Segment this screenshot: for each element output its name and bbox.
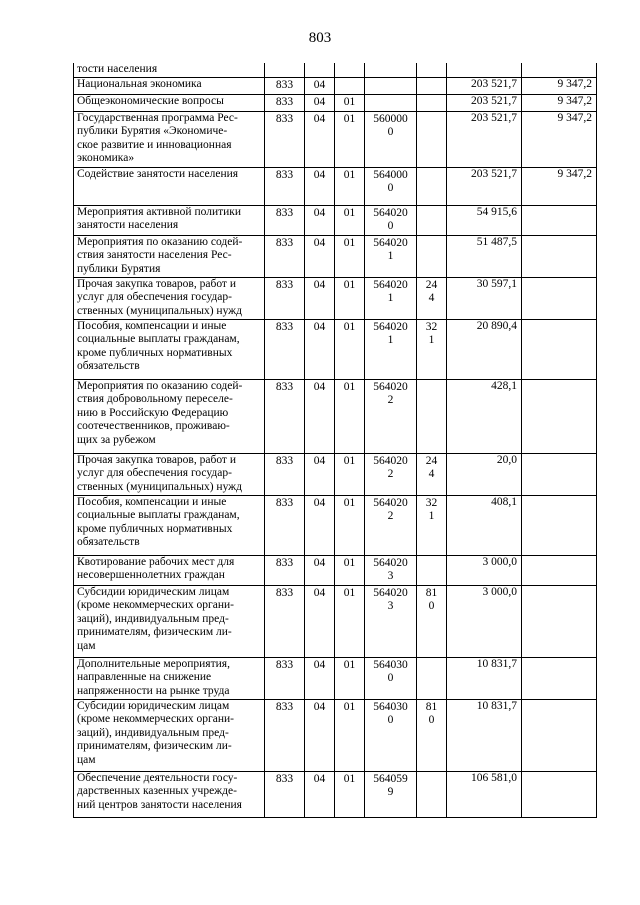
row-section-code: 04 <box>305 111 335 167</box>
table-row <box>74 277 597 319</box>
row-expense-type-code: 32 1 <box>417 495 447 555</box>
row-amount-federal: 9 347,2 <box>522 167 597 205</box>
row-name: Содействие занятости населения <box>74 167 265 205</box>
row-amount-federal <box>522 495 597 555</box>
row-expense-type-code <box>417 771 447 817</box>
row-amount-federal <box>522 63 597 77</box>
row-ved-code <box>265 63 305 77</box>
row-subsection-code: 01 <box>335 495 365 555</box>
row-subsection-code: 01 <box>335 379 365 453</box>
table-row <box>74 585 597 657</box>
row-amount: 20,0 <box>447 453 522 495</box>
row-section-code: 04 <box>305 277 335 319</box>
row-section-code: 04 <box>305 657 335 699</box>
row-amount-federal <box>522 555 597 585</box>
row-amount: 408,1 <box>447 495 522 555</box>
row-amount-federal <box>522 235 597 277</box>
row-ved-code: 833 <box>265 205 305 235</box>
row-expense-type-code <box>417 555 447 585</box>
row-amount: 3 000,0 <box>447 585 522 657</box>
row-target-code: 564000 0 <box>365 167 417 205</box>
table-row <box>74 167 597 205</box>
row-amount: 51 487,5 <box>447 235 522 277</box>
row-subsection-code: 01 <box>335 771 365 817</box>
row-section-code: 04 <box>305 205 335 235</box>
row-section-code: 04 <box>305 699 335 771</box>
row-name: Мероприятия по оказанию содей- ствия занятости населения Рес- публики Бурятия <box>74 235 265 277</box>
row-amount-federal <box>522 585 597 657</box>
row-subsection-code: 01 <box>335 205 365 235</box>
table-row <box>74 111 597 167</box>
row-amount-federal <box>522 699 597 771</box>
row-amount-federal: 9 347,2 <box>522 111 597 167</box>
row-section-code: 04 <box>305 77 335 94</box>
row-amount <box>447 63 522 77</box>
row-expense-type-code <box>417 657 447 699</box>
row-name: Общеэкономические вопросы <box>74 94 265 111</box>
row-name: Государственная программа Рес- публики Бурятия «Экономиче- ское развитие и инновационная экономика» <box>74 111 265 167</box>
table-row <box>74 235 597 277</box>
row-expense-type-code <box>417 167 447 205</box>
row-section-code: 04 <box>305 319 335 379</box>
row-section-code: 04 <box>305 585 335 657</box>
row-name: Пособия, компенсации и иные социальные выплаты гражданам, кроме публичных нормативных обязательств <box>74 495 265 555</box>
row-amount: 203 521,7 <box>447 111 522 167</box>
row-ved-code: 833 <box>265 235 305 277</box>
row-ved-code: 833 <box>265 771 305 817</box>
row-ved-code: 833 <box>265 495 305 555</box>
row-amount-federal <box>522 453 597 495</box>
row-subsection-code: 01 <box>335 699 365 771</box>
row-expense-type-code <box>417 205 447 235</box>
row-target-code: 564059 9 <box>365 771 417 817</box>
row-target-code: 564030 0 <box>365 657 417 699</box>
row-section-code: 04 <box>305 453 335 495</box>
row-ved-code: 833 <box>265 585 305 657</box>
table-row <box>74 63 597 77</box>
row-section-code: 04 <box>305 94 335 111</box>
row-name: Национальная экономика <box>74 77 265 94</box>
row-ved-code: 833 <box>265 699 305 771</box>
row-name: Мероприятия по оказанию содей- ствия добровольному переселе- нию в Российскую Федерацию соотечественников, проживаю- щих за рубежом <box>74 379 265 453</box>
row-subsection-code: 01 <box>335 277 365 319</box>
table-row <box>74 94 597 111</box>
row-amount: 106 581,0 <box>447 771 522 817</box>
row-amount: 203 521,7 <box>447 167 522 205</box>
row-expense-type-code <box>417 235 447 277</box>
row-target-code: 564020 3 <box>365 585 417 657</box>
row-name: Пособия, компенсации и иные социальные выплаты гражданам, кроме публичных нормативных обязательств <box>74 319 265 379</box>
row-ved-code: 833 <box>265 277 305 319</box>
row-ved-code: 833 <box>265 111 305 167</box>
row-target-code <box>365 63 417 77</box>
table-row <box>74 205 597 235</box>
row-target-code: 564030 0 <box>365 699 417 771</box>
row-name: Мероприятия активной политики занятости населения <box>74 205 265 235</box>
row-section-code: 04 <box>305 555 335 585</box>
budget-table <box>73 63 597 818</box>
row-amount-federal: 9 347,2 <box>522 94 597 111</box>
table-row <box>74 771 597 817</box>
row-subsection-code: 01 <box>335 453 365 495</box>
row-section-code: 04 <box>305 771 335 817</box>
table-row <box>74 319 597 379</box>
page-number: 803 <box>308 30 332 46</box>
row-target-code: 564020 1 <box>365 319 417 379</box>
row-subsection-code: 01 <box>335 94 365 111</box>
row-name: Дополнительные мероприятия, направленные на снижение напряженности на рынке труда <box>74 657 265 699</box>
row-subsection-code: 01 <box>335 585 365 657</box>
row-section-code: 04 <box>305 379 335 453</box>
table-row <box>74 379 597 453</box>
row-amount-federal <box>522 657 597 699</box>
row-section-code: 04 <box>305 495 335 555</box>
row-name: Субсидии юридическим лицам (кроме некоммерческих органи- заций), индивидуальным пред- принимателям, физическим ли- цам <box>74 699 265 771</box>
row-amount: 3 000,0 <box>447 555 522 585</box>
row-name: Прочая закупка товаров, работ и услуг для обеспечения государ- ственных (муниципальных) нужд <box>74 453 265 495</box>
row-expense-type-code <box>417 94 447 111</box>
row-amount: 10 831,7 <box>447 657 522 699</box>
row-amount-federal <box>522 379 597 453</box>
row-target-code <box>365 94 417 111</box>
table-row <box>74 453 597 495</box>
row-subsection-code: 01 <box>335 319 365 379</box>
table-row <box>74 495 597 555</box>
row-target-code: 560000 0 <box>365 111 417 167</box>
row-name: тости населения <box>74 63 265 77</box>
row-section-code: 04 <box>305 167 335 205</box>
row-amount: 30 597,1 <box>447 277 522 319</box>
table-row <box>74 77 597 94</box>
row-expense-type-code <box>417 379 447 453</box>
row-target-code: 564020 1 <box>365 277 417 319</box>
row-amount-federal <box>522 319 597 379</box>
row-subsection-code: 01 <box>335 111 365 167</box>
row-target-code: 564020 2 <box>365 379 417 453</box>
table-row <box>74 555 597 585</box>
row-ved-code: 833 <box>265 77 305 94</box>
row-amount-federal <box>522 205 597 235</box>
row-name: Субсидии юридическим лицам (кроме некоммерческих органи- заций), индивидуальным пред- принимателям, физическим ли- цам <box>74 585 265 657</box>
row-target-code: 564020 0 <box>365 205 417 235</box>
row-name: Обеспечение деятельности госу- дарственных казенных учрежде- ний центров занятости населения <box>74 771 265 817</box>
row-amount: 20 890,4 <box>447 319 522 379</box>
row-ved-code: 833 <box>265 657 305 699</box>
row-amount: 203 521,7 <box>447 94 522 111</box>
row-amount-federal <box>522 277 597 319</box>
row-expense-type-code: 24 4 <box>417 277 447 319</box>
row-target-code: 564020 2 <box>365 495 417 555</box>
row-target-code <box>365 77 417 94</box>
row-ved-code: 833 <box>265 379 305 453</box>
row-expense-type-code: 24 4 <box>417 453 447 495</box>
row-subsection-code: 01 <box>335 657 365 699</box>
row-expense-type-code: 32 1 <box>417 319 447 379</box>
row-ved-code: 833 <box>265 94 305 111</box>
row-target-code: 564020 2 <box>365 453 417 495</box>
table-body <box>74 63 597 817</box>
row-section-code <box>305 63 335 77</box>
row-subsection-code: 01 <box>335 167 365 205</box>
row-target-code: 564020 1 <box>365 235 417 277</box>
row-ved-code: 833 <box>265 167 305 205</box>
row-expense-type-code <box>417 63 447 77</box>
row-section-code: 04 <box>305 235 335 277</box>
row-expense-type-code: 81 0 <box>417 699 447 771</box>
table-row <box>74 657 597 699</box>
row-expense-type-code <box>417 111 447 167</box>
row-amount: 10 831,7 <box>447 699 522 771</box>
row-amount-federal: 9 347,2 <box>522 77 597 94</box>
row-amount: 54 915,6 <box>447 205 522 235</box>
row-subsection-code <box>335 63 365 77</box>
row-ved-code: 833 <box>265 555 305 585</box>
row-expense-type-code <box>417 77 447 94</box>
row-subsection-code: 01 <box>335 555 365 585</box>
row-name: Прочая закупка товаров, работ и услуг для обеспечения государ- ственных (муниципальных) нужд <box>74 277 265 319</box>
row-expense-type-code: 81 0 <box>417 585 447 657</box>
row-subsection-code <box>335 77 365 94</box>
row-ved-code: 833 <box>265 453 305 495</box>
row-amount: 203 521,7 <box>447 77 522 94</box>
row-amount: 428,1 <box>447 379 522 453</box>
row-amount-federal <box>522 771 597 817</box>
table-row <box>74 699 597 771</box>
row-name: Квотирование рабочих мест для несовершеннолетних граждан <box>74 555 265 585</box>
row-target-code: 564020 3 <box>365 555 417 585</box>
row-subsection-code: 01 <box>335 235 365 277</box>
row-ved-code: 833 <box>265 319 305 379</box>
